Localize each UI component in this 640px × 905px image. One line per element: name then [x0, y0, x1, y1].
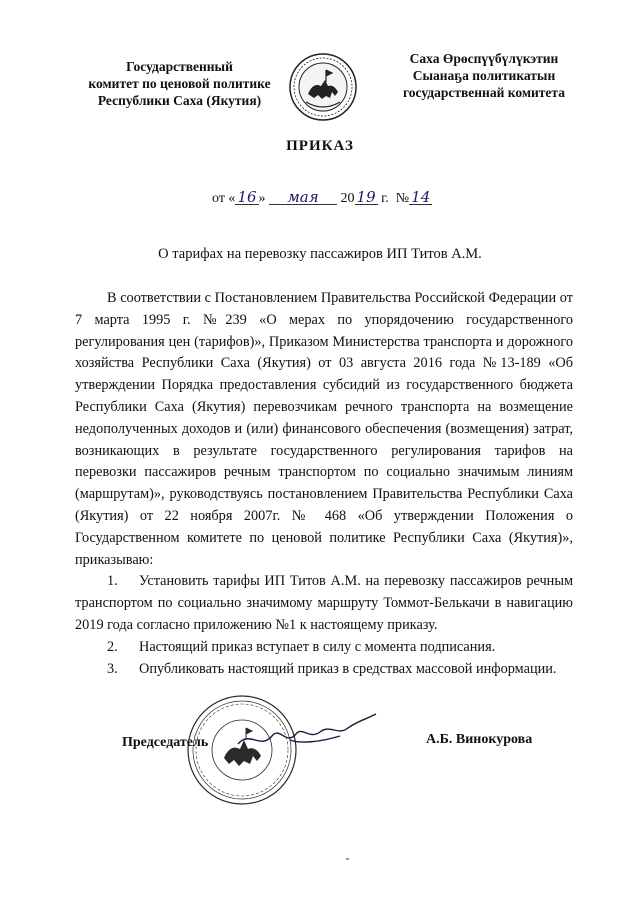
date-number-line — [212, 190, 432, 207]
item-number: 3. — [107, 660, 118, 677]
date-year-suffix: г. — [381, 191, 389, 206]
item-text: Установить тарифы ИП Титов А.М. на перевозку пассажиров речным транспортом по социально значимому маршруту Томмот-Белькачи в навигацию 2019 года согласно приложению №1 к настоящему приказу. — [75, 573, 573, 633]
header-right-line: Сыанаҕа политикатын — [412, 68, 556, 83]
header-left-line: Республики Саха (Якутия) — [97, 93, 262, 108]
date-month: мая — [269, 190, 337, 205]
order-item — [75, 637, 573, 659]
number-prefix: № — [395, 191, 410, 206]
signatory-position: Председатель — [122, 735, 209, 750]
item-number: 2. — [107, 638, 118, 655]
scan-speck — [346, 858, 349, 860]
order-item — [75, 571, 573, 636]
date-year: 19 — [356, 188, 376, 206]
order-subject: О тарифах на перевозку пассажиров ИП Титов А.М. — [158, 246, 482, 262]
header-right-line: государственнай комитета — [403, 85, 565, 100]
coat-of-arms-emblem — [288, 52, 358, 122]
date-year-prefix: 20 — [340, 191, 355, 206]
order-item — [75, 659, 573, 681]
header-left-line: Государственный — [126, 59, 233, 74]
date-day: 16 — [237, 188, 257, 206]
signatory-name: А.Б. Винокурова — [426, 732, 533, 747]
body-intro-paragraph: В соответствии с Постановлением Правительства Российской Федерации от 7 марта 1995 г. №239 «О мерах по упорядочению государственного регулирования цен (тарифов)», Приказом Министерства транспорта и дорожного хозяйства Республики Саха (Якутия) от 03 августа 2016 года №13-189 «Об утверждении Порядка предоставления субсидий из государственного бюджета Республики Саха (Якутия) перевозчикам речного транспорта на возмещение недополученных доходов и (или) финансового обеспечения (возмещения) затрат, возникающих в результате государственного регулирования тарифов на перевозки пассажиров речным транспортом по социально значимым линиям (маршрутам)», руководствуясь постановлением Правительства Республики Саха (Якутия) от 22 ноября 2007г. № 468 «Об утверждении Положения о Государственном комитете по ценовой политике Республики Саха (Якутия)», приказываю: — [75, 290, 573, 568]
order-number: 14 — [411, 188, 431, 206]
item-text: Настоящий приказ вступает в силу с момента подписания. — [139, 638, 496, 655]
date-quote: » — [258, 191, 266, 206]
header-right-org-sah — [384, 50, 584, 101]
header-left-org-ru — [72, 58, 287, 109]
handwritten-signature — [230, 710, 380, 758]
item-text: Опубликовать настоящий приказ в средствах массовой информации. — [139, 660, 557, 677]
document-title: ПРИКАЗ — [286, 138, 354, 154]
header-right-line: Саха Өрөспүүбүлүкэтин — [409, 51, 559, 66]
order-body — [75, 288, 573, 680]
date-prefix: от « — [212, 191, 236, 206]
header-left-line: комитет по ценовой политике — [88, 76, 271, 91]
item-number: 1. — [107, 573, 118, 590]
